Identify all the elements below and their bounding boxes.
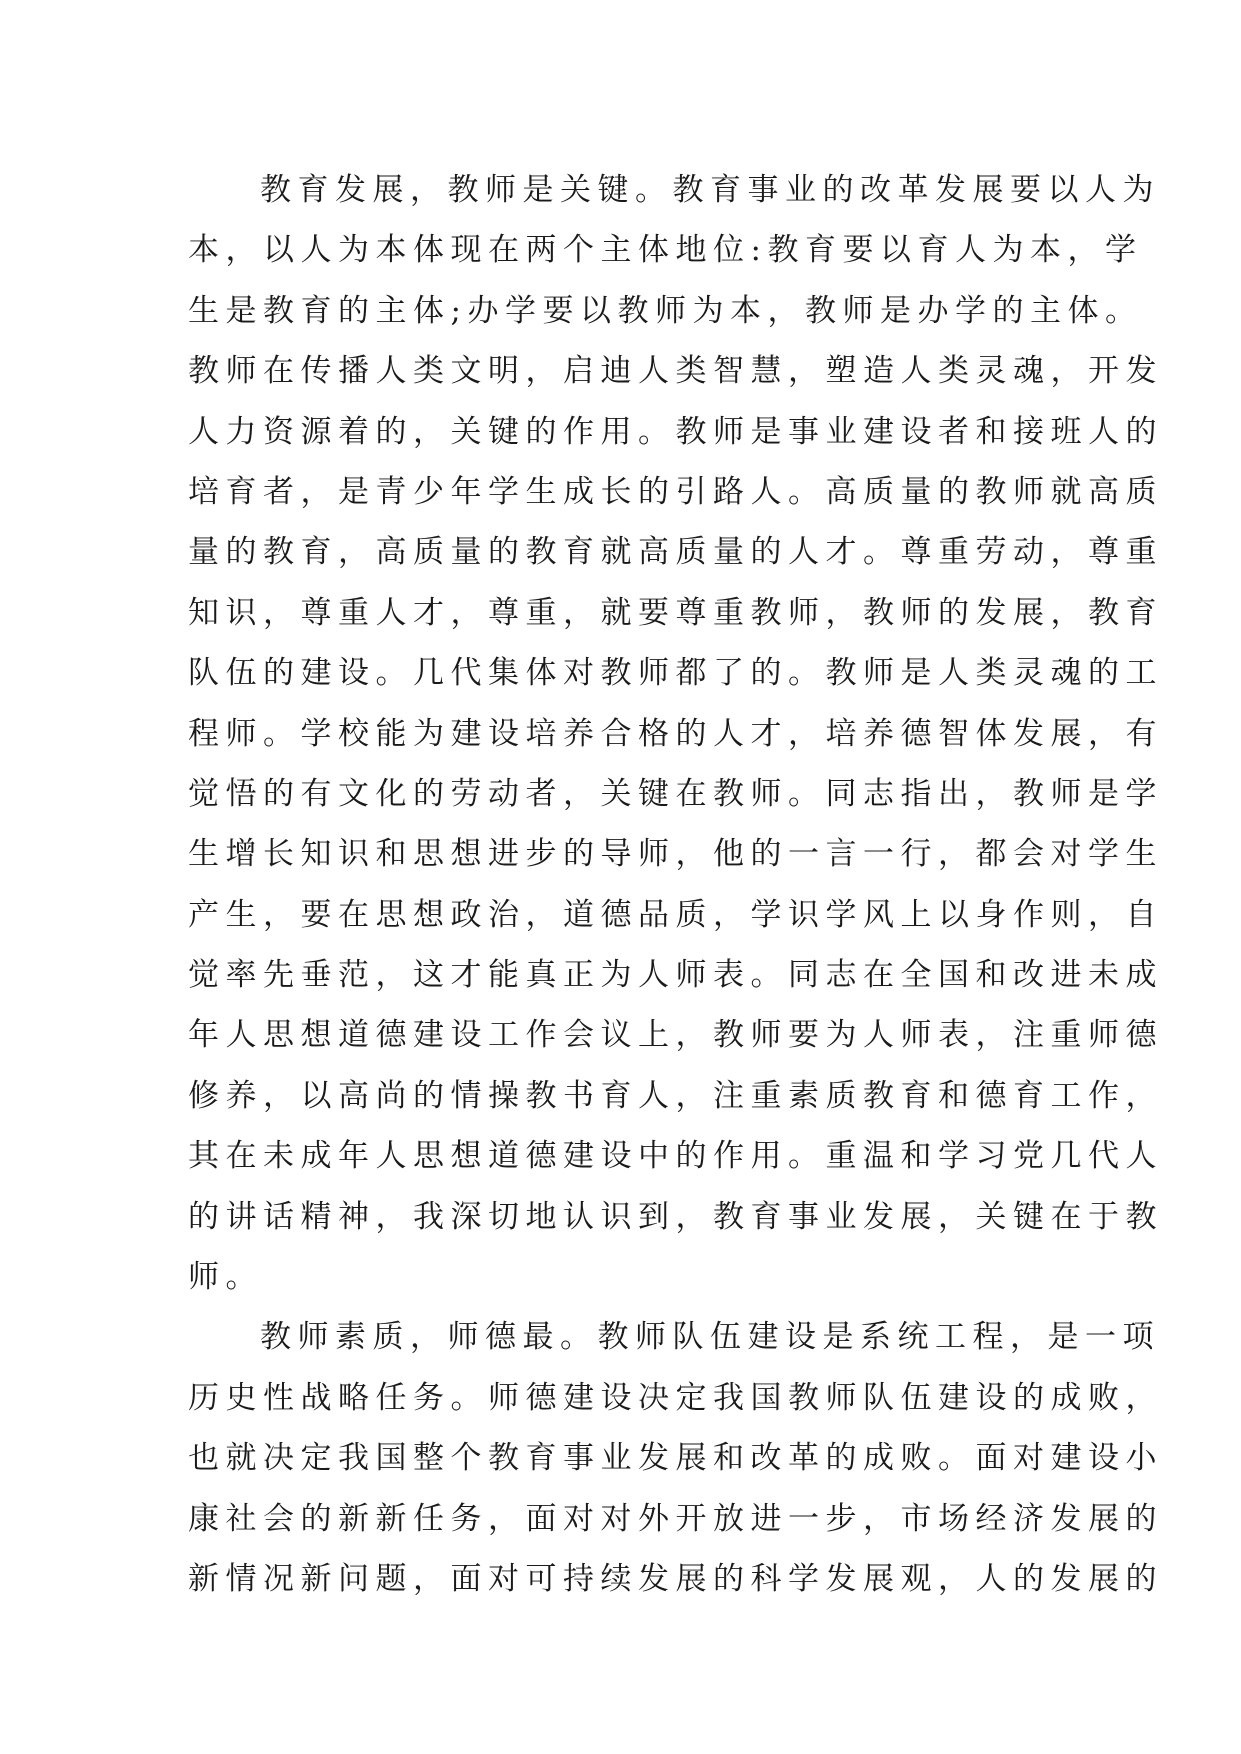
text-line: 本，以人为本体现在两个主体地位:教育要以育人为本，学 bbox=[188, 232, 1143, 269]
text-line: 教师素质，师德最。教师队伍建设是系统工程，是一项 bbox=[260, 1319, 1160, 1356]
text-line: 的讲话精神，我深切地认识到，教育事业发展，关键在于教 bbox=[188, 1198, 1163, 1235]
text-line: 教师在传播人类文明，启迪人类智慧，塑造人类灵魂，开发 bbox=[188, 353, 1163, 390]
text-line: 觉悟的有文化的劳动者，关键在教师。同志指出，教师是学 bbox=[188, 775, 1163, 812]
text-line: 生是教育的主体;办学要以教师为本，教师是办学的主体。 bbox=[188, 292, 1143, 329]
text-line: 历史性战略任务。师德建设决定我国教师队伍建设的成败， bbox=[188, 1379, 1163, 1416]
text-line: 知识，尊重人才，尊重，就要尊重教师，教师的发展，教育 bbox=[188, 594, 1163, 631]
text-line: 觉率先垂范，这才能真正为人师表。同志在全国和改进未成 bbox=[188, 957, 1163, 994]
paragraph-2 bbox=[188, 1307, 1163, 1609]
text-line: 也就决定我国整个教育事业发展和改革的成败。面对建设小 bbox=[188, 1440, 1163, 1477]
text-line: 程师。学校能为建设培养合格的人才，培养德智体发展，有 bbox=[188, 715, 1163, 752]
text-line: 人力资源着的，关键的作用。教师是事业建设者和接班人的 bbox=[188, 413, 1163, 450]
document-body bbox=[188, 160, 1163, 1609]
text-line: 培育者，是青少年学生成长的引路人。高质量的教师就高质 bbox=[188, 473, 1163, 510]
text-line: 年人思想道德建设工作会议上，教师要为人师表，注重师德 bbox=[188, 1017, 1163, 1054]
text-line: 量的教育，高质量的教育就高质量的人才。尊重劳动，尊重 bbox=[188, 534, 1163, 571]
text-line: 其在未成年人思想道德建设中的作用。重温和学习党几代人 bbox=[188, 1138, 1163, 1175]
text-line: 队伍的建设。几代集体对教师都了的。教师是人类灵魂的工 bbox=[188, 655, 1163, 692]
text-line: 康社会的新新任务，面对对外开放进一步，市场经济发展的 bbox=[188, 1500, 1163, 1537]
text-line: 教育发展，教师是关键。教育事业的改革发展要以人为 bbox=[260, 172, 1160, 208]
text-line: 新情况新问题，面对可持续发展的科学发展观，人的发展的 bbox=[188, 1560, 1163, 1597]
paragraph-1 bbox=[188, 160, 1163, 1307]
text-line: 生增长知识和思想进步的导师，他的一言一行，都会对学生 bbox=[188, 836, 1163, 873]
text-line: 产生，要在思想政治，道德品质，学识学风上以身作则，自 bbox=[188, 896, 1163, 933]
text-line: 师。 bbox=[188, 1259, 263, 1296]
text-line: 修养，以高尚的情操教书育人，注重素质教育和德育工作， bbox=[188, 1077, 1163, 1114]
